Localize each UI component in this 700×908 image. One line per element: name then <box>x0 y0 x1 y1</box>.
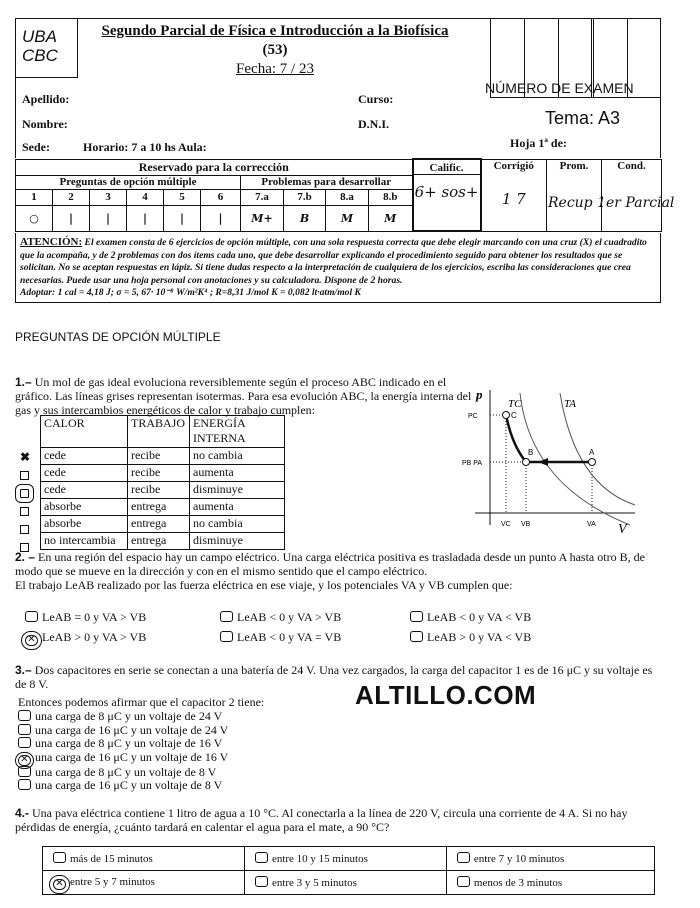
checkbox-checked[interactable]: ✕ <box>25 635 38 646</box>
option-label: una carga de 16 μC y un voltaje de 24 V <box>35 722 229 737</box>
process-bc <box>506 415 526 462</box>
q1-header: CALOR <box>41 416 128 448</box>
checkbox[interactable] <box>53 852 66 863</box>
q1-header: ENERGÍA INTERNA <box>190 416 285 448</box>
p-label: p <box>476 387 483 402</box>
vc-label: VC <box>501 521 511 528</box>
q1-cell: absorbe <box>41 499 128 516</box>
q4-option[interactable] <box>446 871 654 895</box>
checkbox[interactable] <box>410 611 423 622</box>
mark-cell: M <box>326 205 369 231</box>
option-label: LeAB > 0 y VA < VB <box>427 630 532 644</box>
q3-option-selected[interactable] <box>18 751 228 766</box>
checkbox[interactable] <box>457 876 470 887</box>
pc-label: PC <box>468 413 478 420</box>
checkbox[interactable] <box>255 876 268 887</box>
q3-option[interactable] <box>18 766 228 780</box>
mark-cell: | <box>127 205 164 231</box>
q4-table <box>42 846 655 895</box>
section-title: PREGUNTAS DE OPCIÓN MÚLTIPLE <box>15 330 221 344</box>
checkbox[interactable] <box>18 737 31 748</box>
q4-option[interactable] <box>244 847 446 871</box>
sede-label: Sede: <box>22 140 50 154</box>
ta-label: TA <box>564 398 577 410</box>
option-label: LeAB < 0 y VA = VB <box>237 630 342 644</box>
corrigio-header: Corrigió <box>493 159 534 172</box>
checkbox-checked[interactable]: ✕ <box>18 755 31 766</box>
q1-cell: entrega <box>128 499 190 516</box>
mark-cell: M+ <box>241 205 284 231</box>
q3-option[interactable] <box>18 710 228 724</box>
q1-cell: disminuye <box>190 482 285 499</box>
q2-option[interactable] <box>410 610 531 625</box>
col-header: 4 <box>127 189 164 205</box>
q1-number: 1.– <box>15 375 32 389</box>
option-label: menos de 3 minutos <box>473 877 563 889</box>
q4-option[interactable] <box>43 847 245 871</box>
curso-label: Curso: <box>358 92 394 106</box>
col-header: 7.a <box>241 189 284 205</box>
point-b <box>523 459 530 466</box>
q1-cell: cede <box>41 482 128 499</box>
mc-label: Preguntas de opción múltiple <box>16 175 241 189</box>
q1-cell: no cambia <box>190 448 285 465</box>
pv-diagram <box>440 385 640 535</box>
point-c <box>503 412 510 419</box>
q2-statement-2: El trabajo LeAB realizado por las fuerza eléctrica en ese viaje, y los potenciales VA y VB cumplen que: <box>15 578 513 592</box>
q2-number: 2. – <box>15 550 36 564</box>
option-label: LeAB = 0 y VA > VB <box>42 610 147 624</box>
grade-cell <box>413 159 481 231</box>
option-label: LeAB > 0 y VA > VB <box>42 630 147 644</box>
corrector-cell <box>481 159 547 231</box>
option-label: entre 7 y 10 minutos <box>473 853 565 865</box>
horario-label: Horario: 7 a 10 hs Aula: <box>83 140 207 154</box>
option-label: una carga de 16 μC y un voltaje de 8 V <box>35 778 223 792</box>
va-label: VA <box>587 521 596 528</box>
checkbox[interactable] <box>220 631 233 642</box>
hoja-label: Hoja 1ª de: <box>510 136 567 150</box>
col-header: 5 <box>164 189 201 205</box>
attention-text: El examen consta de 6 ejercicios de opción múltiple, con una sola respuesta correcta que debe elegir marcando con una cruz (X) el cuadradito que la acompaña, y de 2 problemas con dos ítems cada uno, que debe desarrollar explicando el procedimiento seguido para obtener los resultados que se solicitan. No se aceptan respuestas en lápiz. Si tiene dudas respecto a la interpretación de cualquiera de los ejercicios, escriba las consideraciones que crea necesarias. Puede usar una hoja personal con anotaciones y su calculadora. Dispone de 2 horas. <box>20 237 647 286</box>
col-header: 7.b <box>284 189 326 205</box>
q3-text-2: Entonces podemos afirmar que el capacitor 2 tiene: <box>18 695 265 709</box>
col-header: 6 <box>201 189 241 205</box>
checkbox[interactable] <box>18 710 31 721</box>
option-label: LeAB < 0 y VA < VB <box>427 610 532 624</box>
col-header: 8.a <box>326 189 369 205</box>
pbpa-label: PB PA <box>462 460 483 467</box>
q1-cell: aumenta <box>190 499 285 516</box>
checkbox[interactable] <box>220 611 233 622</box>
checkbox[interactable] <box>18 779 31 790</box>
cond-header: Cond. <box>617 159 646 172</box>
col-header: 2 <box>53 189 90 205</box>
q4-number: 4.- <box>15 806 30 820</box>
tc-label: TC <box>508 398 522 410</box>
q1-checkboxes <box>20 448 33 556</box>
org-cbc: CBC <box>22 46 58 65</box>
option-label: una carga de 8 μC y un voltaje de 16 V <box>35 736 223 750</box>
b-label: B <box>528 448 534 457</box>
calific-header: Calific. <box>414 162 480 175</box>
mark-cell: B <box>284 205 326 231</box>
option-label: una carga de 8 μC y un voltaje de 8 V <box>35 764 217 779</box>
q3-statement: Dos capacitores en serie se conectan a una batería de 24 V. Una vez cargados, la carga del capacitor 1 es de 16 μC y su voltaje es de 8 V. <box>15 663 653 691</box>
prom-header: Prom. <box>559 159 589 172</box>
q1-text <box>15 375 475 417</box>
checkbox[interactable] <box>18 724 31 735</box>
checkbox[interactable] <box>18 766 31 777</box>
dni-label: D.N.I. <box>358 117 390 131</box>
q1-checkbox[interactable] <box>20 507 29 516</box>
a-label: A <box>589 448 595 457</box>
q1-cell: entrega <box>128 533 190 550</box>
corrector-value: 1 7 <box>501 189 526 208</box>
correction-title: Reservado para la corrección <box>16 159 413 175</box>
vb-label: VB <box>521 521 531 528</box>
q2-option[interactable] <box>220 630 341 645</box>
exam-code: (53) <box>262 42 288 58</box>
checkbox[interactable] <box>410 631 423 642</box>
q1-header: TRABAJO <box>128 416 190 448</box>
q4-option[interactable] <box>244 871 446 895</box>
handwritten-note: Recup 1er Parcial <box>548 195 675 211</box>
option-label: entre 3 y 5 minutos <box>271 877 357 889</box>
org-uba: UBA <box>22 27 57 46</box>
q3-option[interactable] <box>18 737 228 751</box>
q1-statement: Un mol de gas ideal evoluciona reversiblemente según el proceso ABC indicado en el gráfico. Las líneas grises representan isotermas. Para esa evolución ABC, la energía interna del gas y sus intercambios energéticos de calor y trabajo cumplen: <box>15 375 472 417</box>
attention-box <box>15 233 661 303</box>
checkbox[interactable] <box>25 611 38 622</box>
q1-cell: recibe <box>128 465 190 482</box>
q3-text <box>15 663 655 691</box>
q1-cell: absorbe <box>41 516 128 533</box>
exam-date: Fecha: 7 / 23 <box>236 61 314 77</box>
q4-option[interactable] <box>446 847 654 871</box>
q2-statement: En una región del espacio hay un campo eléctrico. Una carga eléctrica positiva es trasladada desde un punto A hasta otro B, de modo que se mueve en la dirección y con en el mismo sentido que el campo eléctrico. <box>15 550 645 578</box>
mark-cell: | <box>53 205 90 231</box>
apellido-label: Apellido: <box>22 92 70 106</box>
org-box <box>15 18 78 78</box>
checkbox-checked[interactable]: ✕ <box>53 879 66 890</box>
q1-cell: disminuye <box>190 533 285 550</box>
option-label: una carga de 16 μC y un voltaje de 16 V <box>35 749 229 764</box>
option-label: más de 15 minutos <box>70 853 153 865</box>
q1-cell: cede <box>41 465 128 482</box>
option-label: una carga de 8 μC y un voltaje de 24 V <box>35 709 223 723</box>
q1-cell: aumenta <box>190 465 285 482</box>
option-label: LeAB < 0 y VA > VB <box>237 610 342 624</box>
grade-value: 6+ sos+ <box>414 183 479 201</box>
q3-option[interactable] <box>18 779 228 793</box>
q1-cell: entrega <box>128 516 190 533</box>
option-label: entre 10 y 15 minutos <box>271 853 368 865</box>
q3-option[interactable] <box>18 724 228 738</box>
q3-number: 3.– <box>15 663 32 677</box>
q1-checkbox[interactable] <box>20 471 29 480</box>
q1-checkbox-circled[interactable] <box>20 489 29 498</box>
col-header: 8.b <box>369 189 413 205</box>
q2-option[interactable] <box>410 630 531 645</box>
mark-cell: | <box>90 205 127 231</box>
point-a <box>589 459 596 466</box>
q2-option[interactable] <box>220 610 341 625</box>
attention-label: ATENCIÓN: <box>20 236 83 248</box>
q2-option[interactable] <box>25 610 146 625</box>
q4-statement: Una pava eléctrica contiene 1 litro de agua a 10 °C. Al conectarla a la línea de 220 V, circula una corriente de 4 A. Si no hay pérdidas de energía, ¿cuánto tardará en calentar el agua para el mate, a 90 °C? <box>15 806 628 834</box>
q1-cell: recibe <box>128 482 190 499</box>
prob-label: Problemas para desarrollar <box>241 175 413 189</box>
q1-cell: no intercambia <box>41 533 128 550</box>
q1-checkbox[interactable] <box>20 525 29 534</box>
isotherm-tc <box>520 393 630 525</box>
checkbox[interactable] <box>255 852 268 863</box>
exam-number-label: NÚMERO DE EXAMEN <box>485 80 634 96</box>
q1-checkbox-checked[interactable]: ✖ <box>20 450 31 464</box>
col-header: 1 <box>16 189 53 205</box>
q4-option-selected[interactable] <box>43 871 245 895</box>
col-header: 3 <box>90 189 127 205</box>
q2-text <box>15 550 655 592</box>
mark-cell: ○ <box>16 205 53 231</box>
nombre-label: Nombre: <box>22 117 68 131</box>
c-label: C <box>511 411 517 420</box>
q1-cell: recibe <box>128 448 190 465</box>
q3-options <box>18 710 228 793</box>
q1-table <box>40 415 285 550</box>
q1-cell: cede <box>41 448 128 465</box>
q4-text <box>15 806 665 834</box>
tema: Tema: A3 <box>545 108 621 128</box>
mark-cell: M <box>369 205 413 231</box>
constants: Adoptar: 1 cal = 4,18 J; σ = 5, 67· 10⁻⁸ W/m²K⁴ ; R=8,31 J/mol K = 0,082 lt·atm/mol K <box>20 287 361 298</box>
exam-title: Segundo Parcial de Física e Introducción a la Biofísica <box>101 23 449 39</box>
option-label: entre 5 y 7 minutos <box>70 875 155 888</box>
q1-cell: no cambia <box>190 516 285 533</box>
q2-option-selected[interactable] <box>25 630 146 646</box>
v-label: V <box>618 522 627 535</box>
mark-cell: | <box>164 205 201 231</box>
watermark: ALTILLO.COM <box>355 680 537 710</box>
mark-cell: | <box>201 205 241 231</box>
checkbox[interactable] <box>457 852 470 863</box>
